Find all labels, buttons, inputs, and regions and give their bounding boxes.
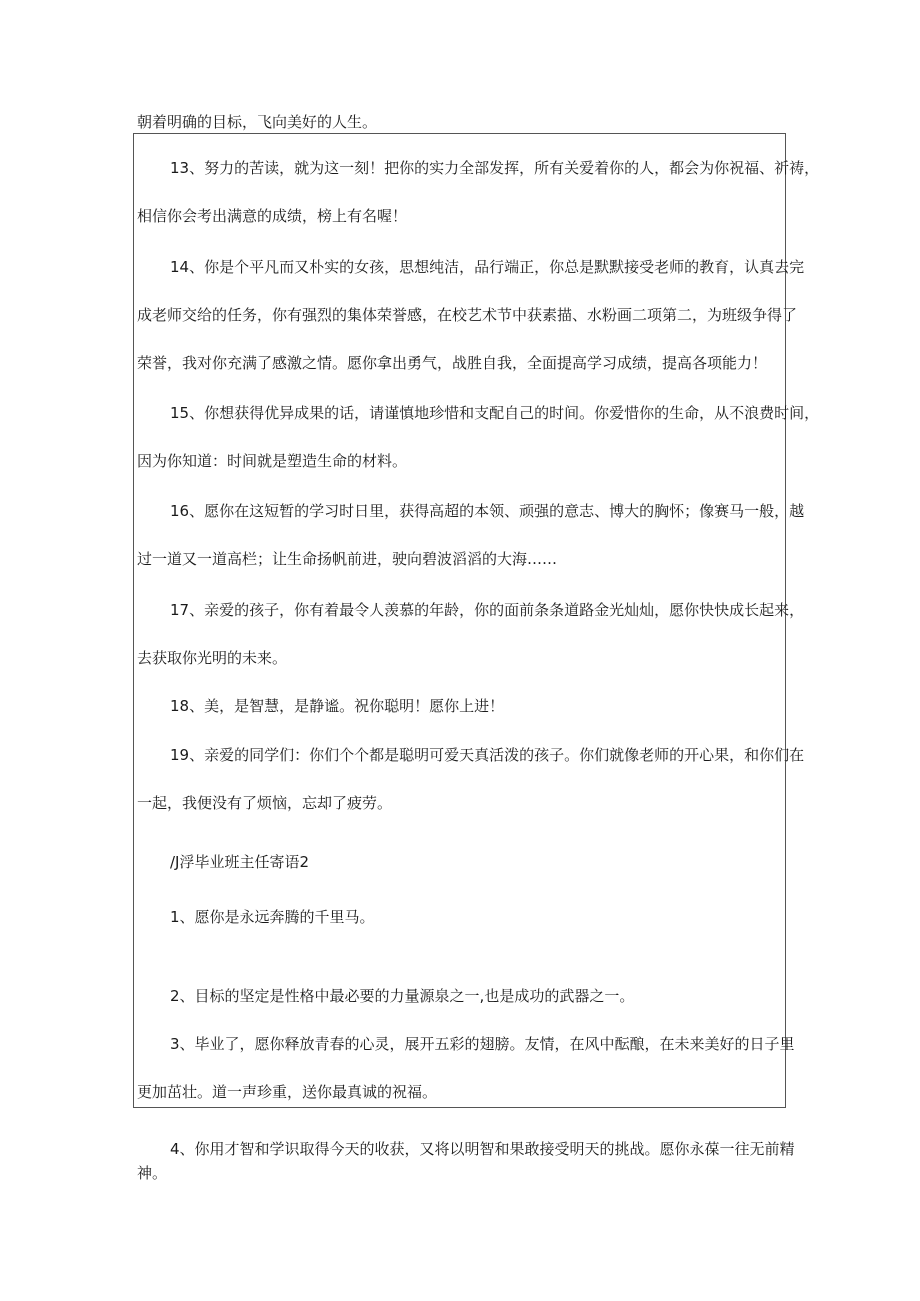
item-4-line-2: 神。	[137, 1164, 168, 1182]
paragraph-13-line-2: 相信你会考出满意的成绩，榜上有名喔！	[137, 207, 408, 225]
paragraph-18: 18、美，是智慧，是静谧。祝你聪明！愿你上进！	[170, 697, 505, 715]
paragraph-14-line-3: 荣誉，我对你充满了感激之情。愿你拿出勇气，战胜自我，全面提高学习成绩，提高各项能力！	[137, 354, 768, 372]
paragraph-14-line-2: 成老师交给的任务，你有强烈的集体荣誉感，在校艺术节中获素描、水粉画二项第二，为班级争得了	[137, 306, 798, 324]
item-2: 2、目标的坚定是性格中最必要的力量源泉之一,也是成功的武器之一。	[170, 987, 635, 1005]
paragraph-17-line-2: 去获取你光明的未来。	[137, 649, 288, 667]
paragraph-16-line-1: 16、愿你在这短暂的学习时日里，获得高超的本领、顽强的意志、博大的胸怀；像赛马一般，越	[170, 502, 805, 520]
text-line-continuation: 朝着明确的目标，飞向美好的人生。	[137, 113, 378, 131]
item-1: 1、愿你是永远奔腾的千里马。	[170, 908, 375, 926]
paragraph-15-line-2: 因为你知道：时间就是塑造生命的材料。	[137, 452, 408, 470]
item-3-line-1: 3、毕业了，愿你释放青春的心灵，展开五彩的翅膀。友情，在风中酝酿，在未来美好的日子里	[170, 1035, 795, 1053]
paragraph-19-line-1: 19、亲爱的同学们：你们个个都是聪明可爱天真活泼的孩子。你们就像老师的开心果，和你们在	[170, 746, 805, 764]
paragraph-17-line-1: 17、亲爱的孩子，你有着最令人羡慕的年龄，你的面前条条道路金光灿灿，愿你快快成长起来，	[170, 601, 805, 619]
item-3-line-2: 更加茁壮。道一声珍重，送你最真诚的祝福。	[137, 1083, 438, 1101]
paragraph-16-line-2: 过一道又一道高栏；让生命扬帆前进，驶向碧波滔滔的大海……	[137, 550, 558, 568]
paragraph-14-line-1: 14、你是个平凡而又朴实的女孩，思想纯洁，品行端正，你总是默默接受老师的教育，认真去完	[170, 258, 805, 276]
section-title: /J浮毕业班主任寄语2	[170, 853, 310, 871]
paragraph-13-line-1: 13、努力的苦读，就为这一刻！把你的实力全部发挥，所有关爱着你的人，都会为你祝福、祈祷，	[170, 159, 820, 177]
paragraph-19-line-2: 一起，我便没有了烦恼，忘却了疲劳。	[137, 794, 393, 812]
paragraph-15-line-1: 15、你想获得优异成果的话，请谨慎地珍惜和支配自己的时间。你爱惜你的生命，从不浪费时间，	[170, 404, 820, 422]
bordered-text-box	[133, 133, 820, 1108]
item-4-line-1: 4、你用才智和学识取得今天的收获，又将以明智和果敢接受明天的挑战。愿你永葆一往无前精	[170, 1140, 795, 1158]
